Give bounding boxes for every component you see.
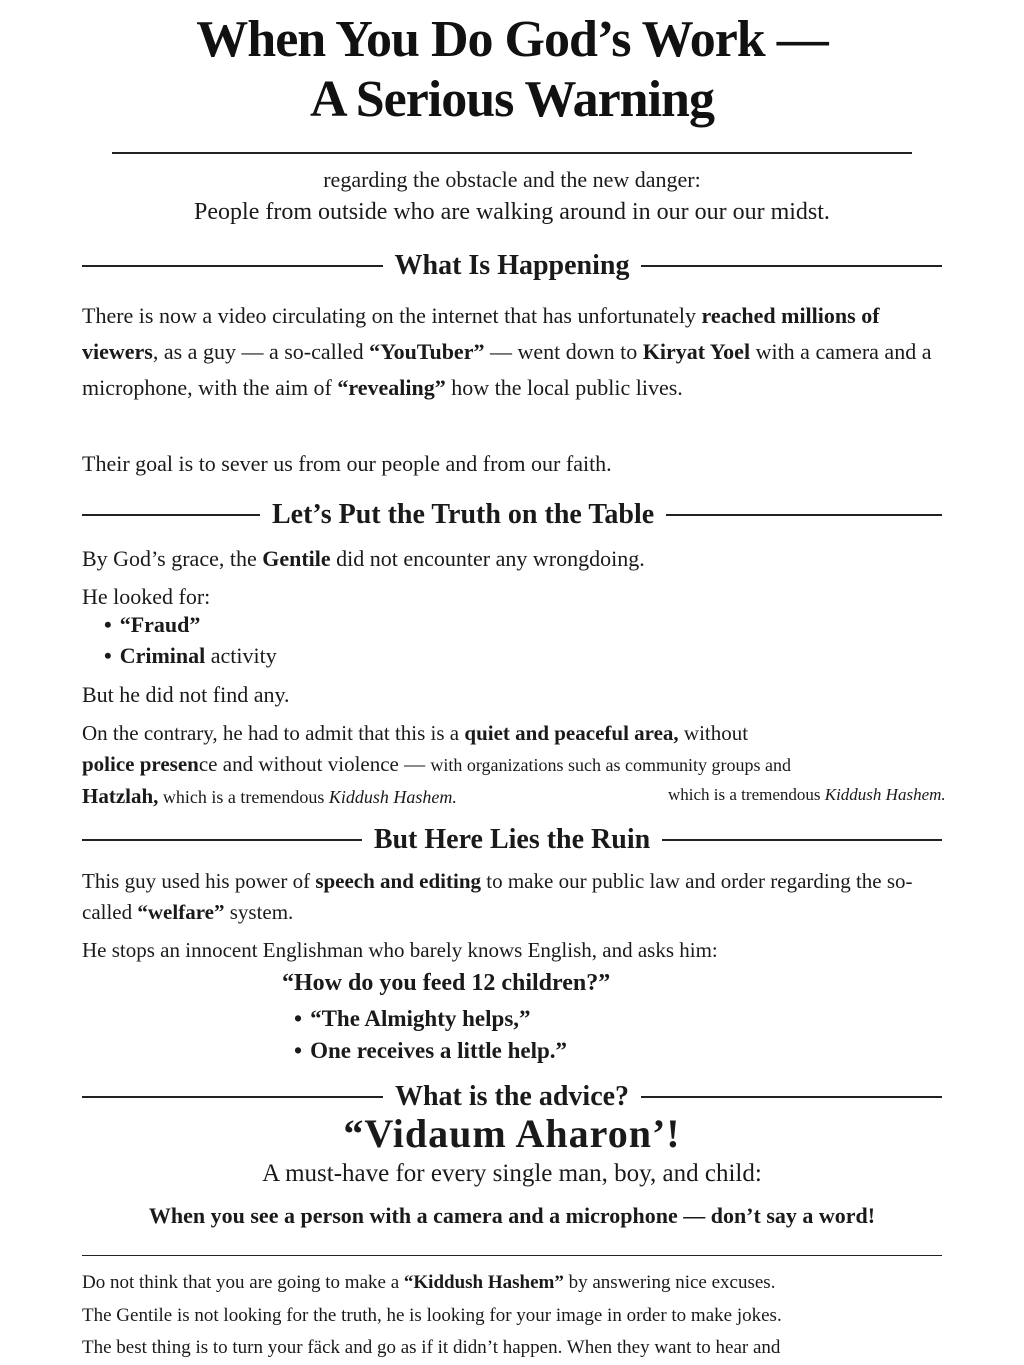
duplicate-note <box>668 785 946 805</box>
bold-run: police presen <box>82 752 199 776</box>
advice-title: “Vidaum Aharon’! <box>343 1111 681 1156</box>
heading-rule-right <box>662 839 942 841</box>
not-find-text: But he did not find any. <box>82 682 290 707</box>
heading-rule-left <box>82 265 383 267</box>
warning-text: When you see a person with a camera and a microphone — don’t say a word! <box>148 1203 876 1228</box>
paragraph-guy <box>82 866 952 928</box>
bullet-dot: • <box>104 612 112 637</box>
heading-rule-right <box>641 1096 942 1098</box>
text-run: did not encounter any wrongdoing. <box>330 546 645 571</box>
text-run: — went down to <box>484 339 643 364</box>
title-line-2: A Serious Warning <box>310 71 714 128</box>
heading-text: Let’s Put the Truth on the Table <box>272 499 655 530</box>
footer-line-2: The Gentile is not looking for the truth, he is looking for your image in order to make jokes. <box>82 1305 782 1326</box>
bullet-dot: • <box>104 643 112 668</box>
footer-line-1 <box>82 1267 962 1299</box>
text-run: how the local public lives. <box>445 375 683 400</box>
subtitle-line-2: People from outside who are walking around in our our our midst. <box>194 199 830 225</box>
list-item <box>294 1006 531 1032</box>
paragraph-goal: Their goal is to sever us from our people and from our faith. <box>82 451 612 476</box>
text-run: Do not think that you are going to make a <box>82 1272 404 1293</box>
heading-rule-right <box>666 514 942 516</box>
text-run: by answering nice excuses. <box>563 1272 776 1293</box>
bullet-text-bold: Criminal <box>119 643 206 668</box>
text-run: system. <box>224 900 294 924</box>
paragraph-video <box>82 298 952 406</box>
looked-for-label: He looked for: <box>82 584 211 609</box>
bullet-dot: • <box>294 1038 303 1063</box>
footer-line-3: The best thing is to turn your fäck and go as if it didn’t happen. When they want to hear and <box>82 1337 781 1358</box>
heading-rule-right <box>641 265 942 267</box>
footer-divider <box>82 1255 942 1256</box>
text-run: ce and without violence — <box>198 752 431 776</box>
list-item <box>104 643 277 669</box>
bullet-text: activity <box>205 643 277 668</box>
heading-text: What is the advice? <box>394 1081 630 1112</box>
must-have-text: A must-have for every single man, boy, and child: <box>262 1160 762 1187</box>
heading-rule-left <box>82 514 260 516</box>
bold-run: speech and editing <box>315 869 482 893</box>
text-run: On the contrary, he had to admit that this is a <box>82 721 465 745</box>
heading-text: What Is Happening <box>394 250 630 281</box>
section-heading-ruin <box>82 822 942 858</box>
bold-run: “welfare” <box>137 900 225 924</box>
subtitle-line-1: regarding the obstacle and the new danger: <box>323 167 701 192</box>
title-line-1: When You Do God’s Work — <box>196 11 828 68</box>
page-title <box>0 10 1024 130</box>
bullet-text: One receives a little help.” <box>310 1038 568 1063</box>
bullet-dot: • <box>294 1006 303 1031</box>
text-run: This guy used his power of <box>82 869 316 893</box>
paragraph-gentile <box>82 541 952 577</box>
bold-run: Kiryat Yoel <box>642 339 751 364</box>
section-heading-what-is-happening <box>82 248 942 284</box>
bullet-text: “Fraud” <box>119 612 201 637</box>
text-run: By God’s grace, the <box>82 546 263 571</box>
section-heading-truth <box>82 497 942 533</box>
italic-run: Kiddush Hashem. <box>328 787 457 807</box>
bold-run: “revealing” <box>337 375 446 400</box>
text-run: without <box>678 721 749 745</box>
list-item <box>104 612 200 638</box>
text-run: , as a guy — a so-called <box>152 339 370 364</box>
text-run: with organizations such as community groups and <box>430 755 791 775</box>
text-run: with a camera and a microphone, with the aim of <box>82 339 932 400</box>
bold-run: “Kiddush Hashem” <box>403 1272 564 1293</box>
text-run: which is a tremendous <box>158 787 329 807</box>
text-run: There is now a video circulating on the internet that has unfortunately <box>82 303 702 328</box>
heading-text: But Here Lies the Ruin <box>373 824 651 855</box>
heading-rule-left <box>82 839 362 841</box>
bold-run: Gentile <box>262 546 331 571</box>
text-run: which is a tremendous <box>668 785 825 804</box>
heading-rule-left <box>82 1096 383 1098</box>
title-divider <box>112 152 912 154</box>
bold-run: quiet and peaceful area, <box>464 721 679 745</box>
list-item <box>294 1038 567 1064</box>
paragraph-englishman: He stops an innocent Englishman who barely knows English, and asks him: <box>82 938 718 962</box>
bold-run: “YouTuber” <box>369 339 485 364</box>
text-run: to make our public law and order regarding the so-called <box>82 869 913 924</box>
bold-run: reached millions of viewers <box>82 303 880 364</box>
bullet-text: “The Almighty helps,” <box>310 1006 531 1031</box>
question-text: “How do you feed 12 children?” <box>282 970 611 996</box>
italic-run: Kiddush Hashem. <box>824 785 946 804</box>
bold-run: Hatzlah, <box>82 784 159 808</box>
